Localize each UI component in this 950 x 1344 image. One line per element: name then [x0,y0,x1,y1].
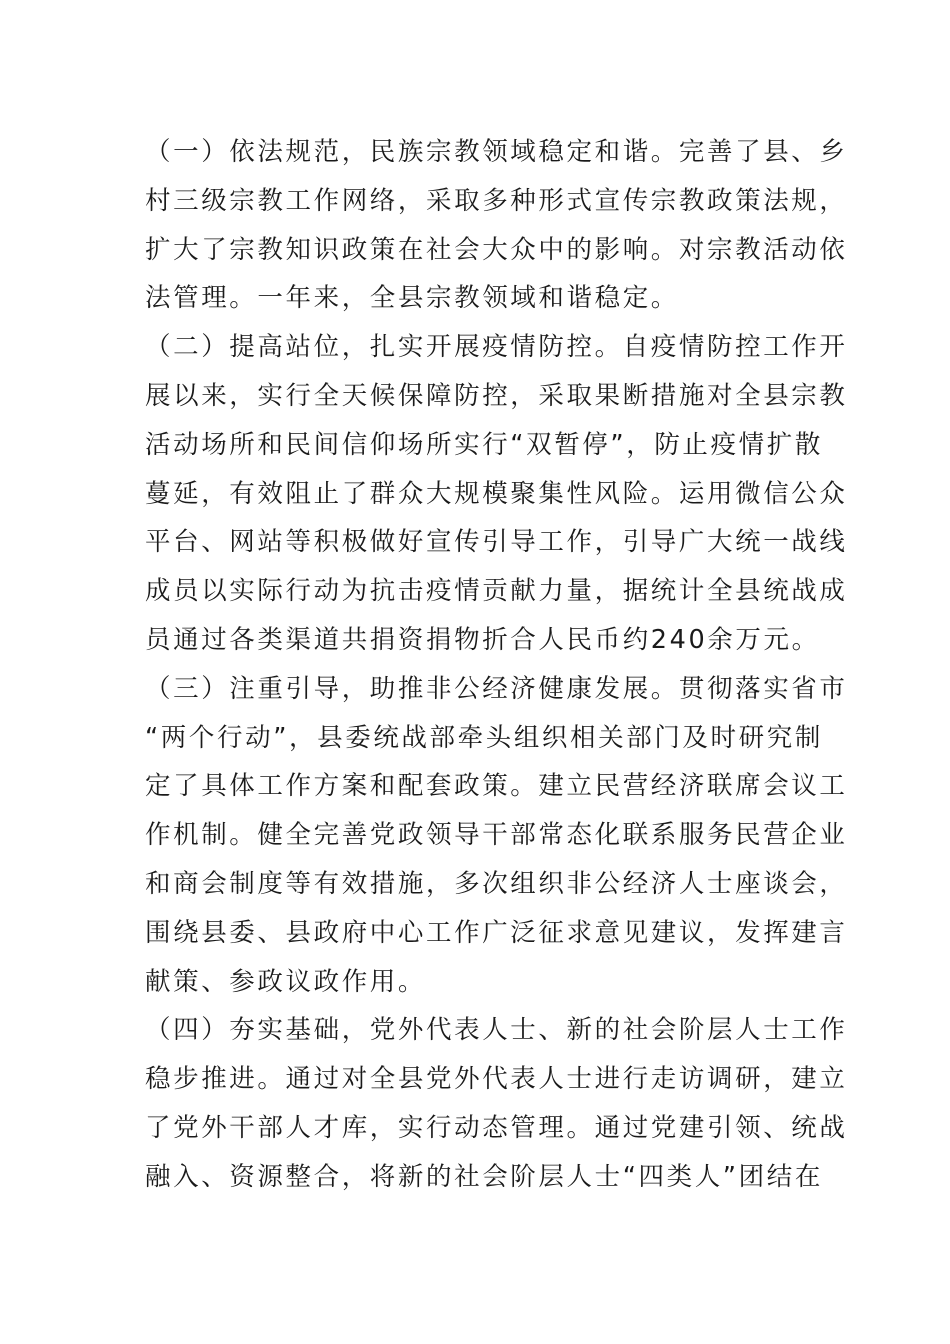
text-line: 员通过各类渠道共捐资捐物折合人民币约240余万元。 [145,624,820,655]
paragraph-non-party-representatives [145,1006,848,1201]
text-line: 作机制。健全完善党政领导干部常态化联系服务民营企业 [145,820,848,851]
text-line: 稳步推进。通过对全县党外代表人士进行走访调研，建立 [145,1064,848,1095]
text-line: （三）注重引导，助推非公经济健康发展。贯彻落实省市 [145,673,848,704]
text-line: 融入、资源整合，将新的社会阶层人士“四类人”团结在 [145,1161,823,1192]
text-line: 平台、网站等积极做好宣传引导工作，引导广大统一战线 [145,527,848,558]
paragraph-epidemic-control [145,323,848,665]
paragraph-private-economy [145,665,848,1007]
text-line: 围绕县委、县政府中心工作广泛征求意见建议，发挥建言 [145,917,848,948]
paragraph-religious-affairs [145,128,848,323]
text-line: 了党外干部人才库，实行动态管理。通过党建引领、统战 [145,1112,848,1143]
text-line: 成员以实际行动为抗击疫情贡献力量，据统计全县统战成 [145,576,848,607]
text-line: （二）提高站位，扎实开展疫情防控。自疫情防控工作开 [145,332,848,363]
text-line: 展以来，实行全天候保障防控，采取果断措施对全县宗教 [145,380,848,411]
document-body [145,128,848,1202]
text-line: 和商会制度等有效措施，多次组织非公经济人士座谈会， [145,868,848,899]
text-line: 蔓延，有效阻止了群众大规模聚集性风险。运用微信公众 [145,478,848,509]
text-line: “两个行动”，县委统战部牵头组织相关部门及时研究制 [145,722,823,753]
text-line: 定了具体工作方案和配套政策。建立民营经济联席会议工 [145,771,848,802]
text-line: 扩大了宗教知识政策在社会大众中的影响。对宗教活动依 [145,234,848,265]
text-line: 献策、参政议政作用。 [145,966,427,997]
text-line: 村三级宗教工作网络，采取多种形式宣传宗教政策法规， [145,185,848,216]
text-line: 法管理。一年来，全县宗教领域和谐稳定。 [145,283,679,314]
text-line: （四）夯实基础，党外代表人士、新的社会阶层人士工作 [145,1015,848,1046]
text-line: 活动场所和民间信仰场所实行“双暂停”，防止疫情扩散 [145,429,823,460]
text-line: （一）依法规范，民族宗教领域稳定和谐。完善了县、乡 [145,137,848,167]
